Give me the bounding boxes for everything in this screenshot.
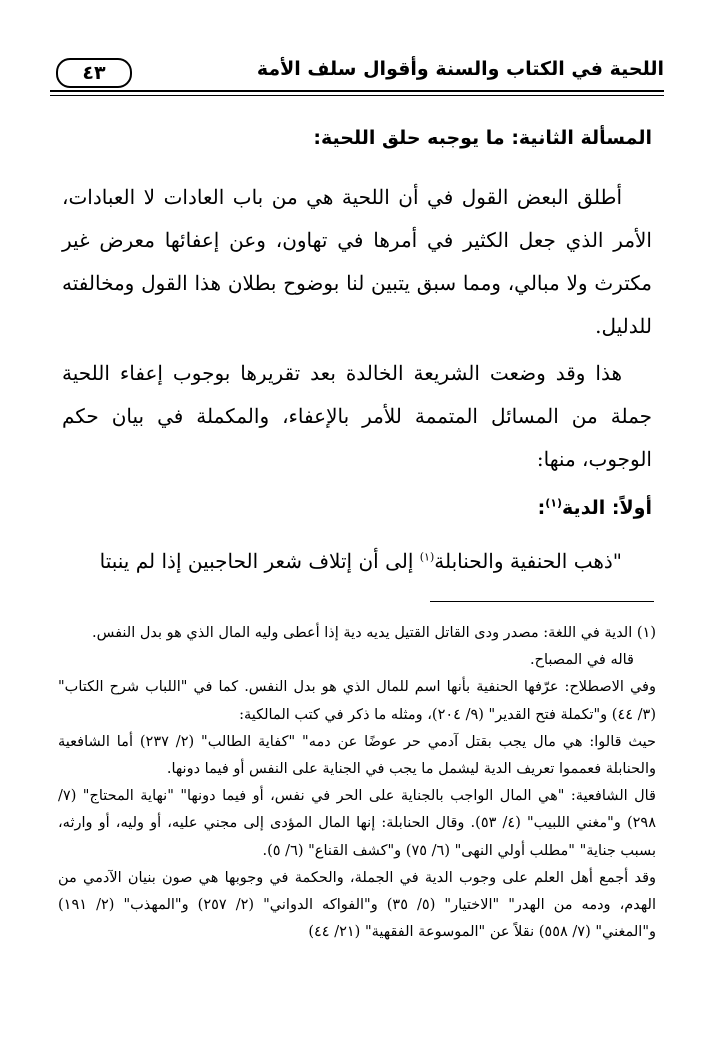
quote-text-end: إلى أن إتلاف شعر الحاجبين إذا لم ينبتا: [99, 549, 420, 573]
header-rule: [50, 90, 664, 92]
body-paragraph-2: هذا وقد وضعت الشريعة الخالدة بعد تقريرها بوجوب إعفاء اللحية جملة من المسائل المتممة للأمر بالإعفاء، والمكملة في بيان حكم الوجوب، منها:: [62, 361, 652, 471]
footnote-separator: [430, 601, 654, 602]
subheading-colon: :: [537, 497, 546, 519]
footnotes: [58, 620, 656, 946]
footnote-ref: (١): [545, 496, 563, 510]
subheading-text: أولاً: الدية: [562, 497, 652, 519]
page-number: ٤٣: [56, 58, 132, 88]
running-title: اللحية في الكتاب والسنة وأقوال سلف الأمة: [256, 58, 664, 80]
subheading-diya: [538, 497, 652, 519]
section-heading: المسألة الثانية: ما يوجبه حلق اللحية:: [313, 127, 652, 149]
quote-text-start: "ذهب الحنفية والحنابلة: [434, 549, 622, 573]
footnote-ref: (١): [419, 550, 435, 564]
footnote-1: (١) الدية في اللغة: مصدر ودى القاتل القتيل يديه دية إذا أعطى وليه المال الذي هو بدل النفس.: [92, 625, 656, 641]
body-paragraph-1: أطلق البعض القول في أن اللحية هي من باب العادات لا العبادات، الأمر الذي جعل الكثير في أمرها في تهاون، وعن إعفائها معرض غير مكترث ولا مبالي، ومما سبق يتبين لنا بوضوح بطلان هذا القول ومخالفته للدليل.: [62, 185, 652, 338]
footnote-1-shafii: قال الشافعية: "هي المال الواجب بالجناية على الحر في نفس، أو فيما دونها" "نهاية المحتاج" (٧/ ٢٩٨) و"مغني اللبيب" (٤/ ٥٣). وقال الحنابلة: إنها المال المؤدى إلى مجني عليه، أو وليه، أو وارثه، بسبب جناية" "مطلب أولي النهى" (٦/ ٧٥) و"كشف القناع" (٦/ ٥).: [58, 788, 656, 859]
footnote-1-source: قاله في المصباح.: [530, 652, 634, 669]
footnote-1-maliki: حيث قالوا: هي مال يجب بقتل آدمي حر عوضًا عن دمه" "كفاية الطالب" (٢/ ٢٣٧) أما الشافعية والحنابلة فعمموا تعريف الدية ليشمل ما يجب في الجناية على النفس أو فيما دونها.: [58, 733, 657, 778]
page-header: [50, 52, 664, 94]
quote-line: [62, 540, 652, 583]
footnote-1-consensus: وقد أجمع أهل العلم على وجوب الدية في الجملة، والحكمة في وجوبها هي صون بنيان الآدمي من الهدم، ودمه من الهدر" "الاختيار" (٥/ ٣٥) و"الفواكه الدواني" (٢/ ٢٥٧) و"المهذب" (٢/ ١٩١) و"المغني" (٧/ ٥٥٨) نقلاً عن "الموسوعة الفقهية" (٢١/ ٤٤): [58, 869, 656, 941]
header-rule-thin: [50, 95, 664, 96]
footnote-1-definition: وفي الاصطلاح: عرّفها الحنفية بأنها اسم للمال الذي هو بدل النفس. كما في "اللباب شرح الكتاب" (٣/ ٤٤) و"تكملة فتح القدير" (٩/ ٢٠٤)، ومثله ما ذكر في كتب المالكية:: [58, 679, 656, 723]
